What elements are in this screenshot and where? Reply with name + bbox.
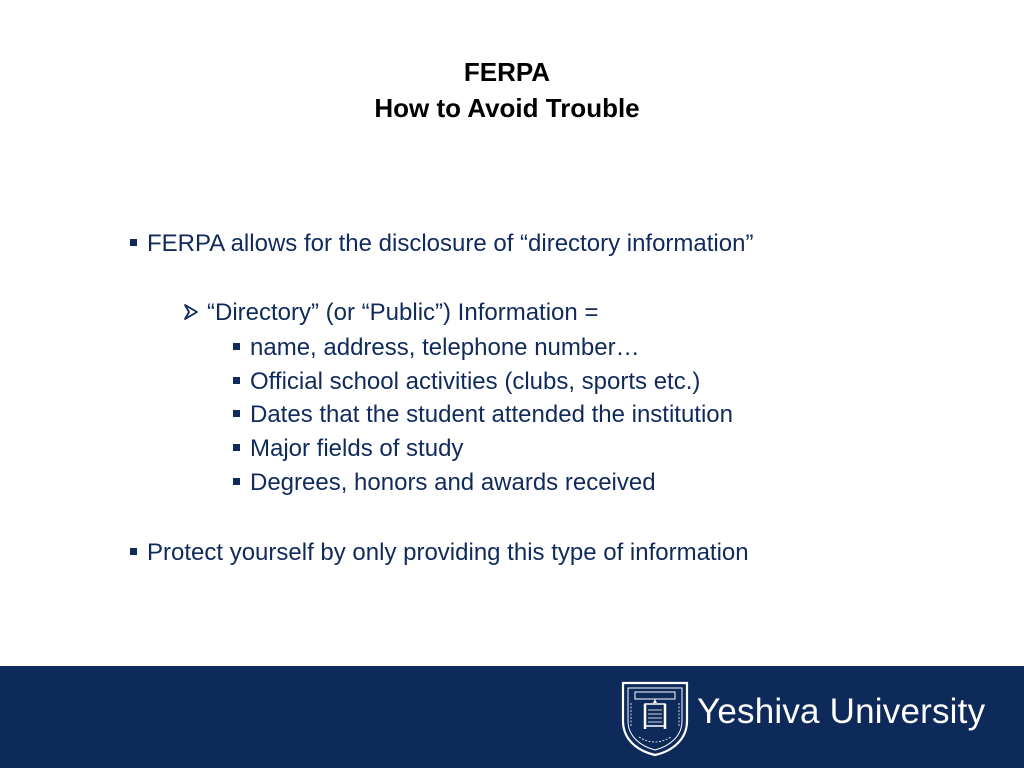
bullet-protect-text: Protect yourself by only providing this type of information <box>147 539 749 566</box>
list-item-text: name, address, telephone number… <box>250 334 640 361</box>
university-seal-icon <box>619 677 691 757</box>
square-bullet-icon <box>233 478 240 485</box>
list-item <box>233 466 656 500</box>
brand-name: Yeshiva University <box>697 692 986 731</box>
arrow-bullet-icon <box>183 303 199 321</box>
list-item-text: Dates that the student attended the institution <box>250 401 733 428</box>
square-bullet-icon <box>130 239 137 246</box>
list-item <box>233 365 700 399</box>
bullet-disclosure-text: FERPA allows for the disclosure of “directory information” <box>147 230 754 257</box>
list-item-text: Degrees, honors and awards received <box>250 469 656 496</box>
directory-subheading-text: “Directory” (or “Public”) Information = <box>207 299 599 326</box>
square-bullet-icon <box>233 444 240 451</box>
list-item-text: Official school activities (clubs, sports etc.) <box>250 368 701 395</box>
bullet-protect <box>130 536 749 570</box>
square-bullet-icon <box>130 548 137 555</box>
list-item <box>233 432 463 466</box>
title-line-2: How to Avoid Trouble <box>374 93 640 123</box>
bullet-disclosure <box>130 227 753 261</box>
square-bullet-icon <box>233 343 240 350</box>
directory-subheading <box>183 296 598 330</box>
square-bullet-icon <box>233 410 240 417</box>
square-bullet-icon <box>233 377 240 384</box>
list-item <box>233 331 640 365</box>
list-item <box>233 398 733 432</box>
slide-title <box>0 54 1014 126</box>
title-line-1: FERPA <box>463 57 551 87</box>
list-item-text: Major fields of study <box>250 435 464 462</box>
footer-bar <box>0 666 1024 768</box>
